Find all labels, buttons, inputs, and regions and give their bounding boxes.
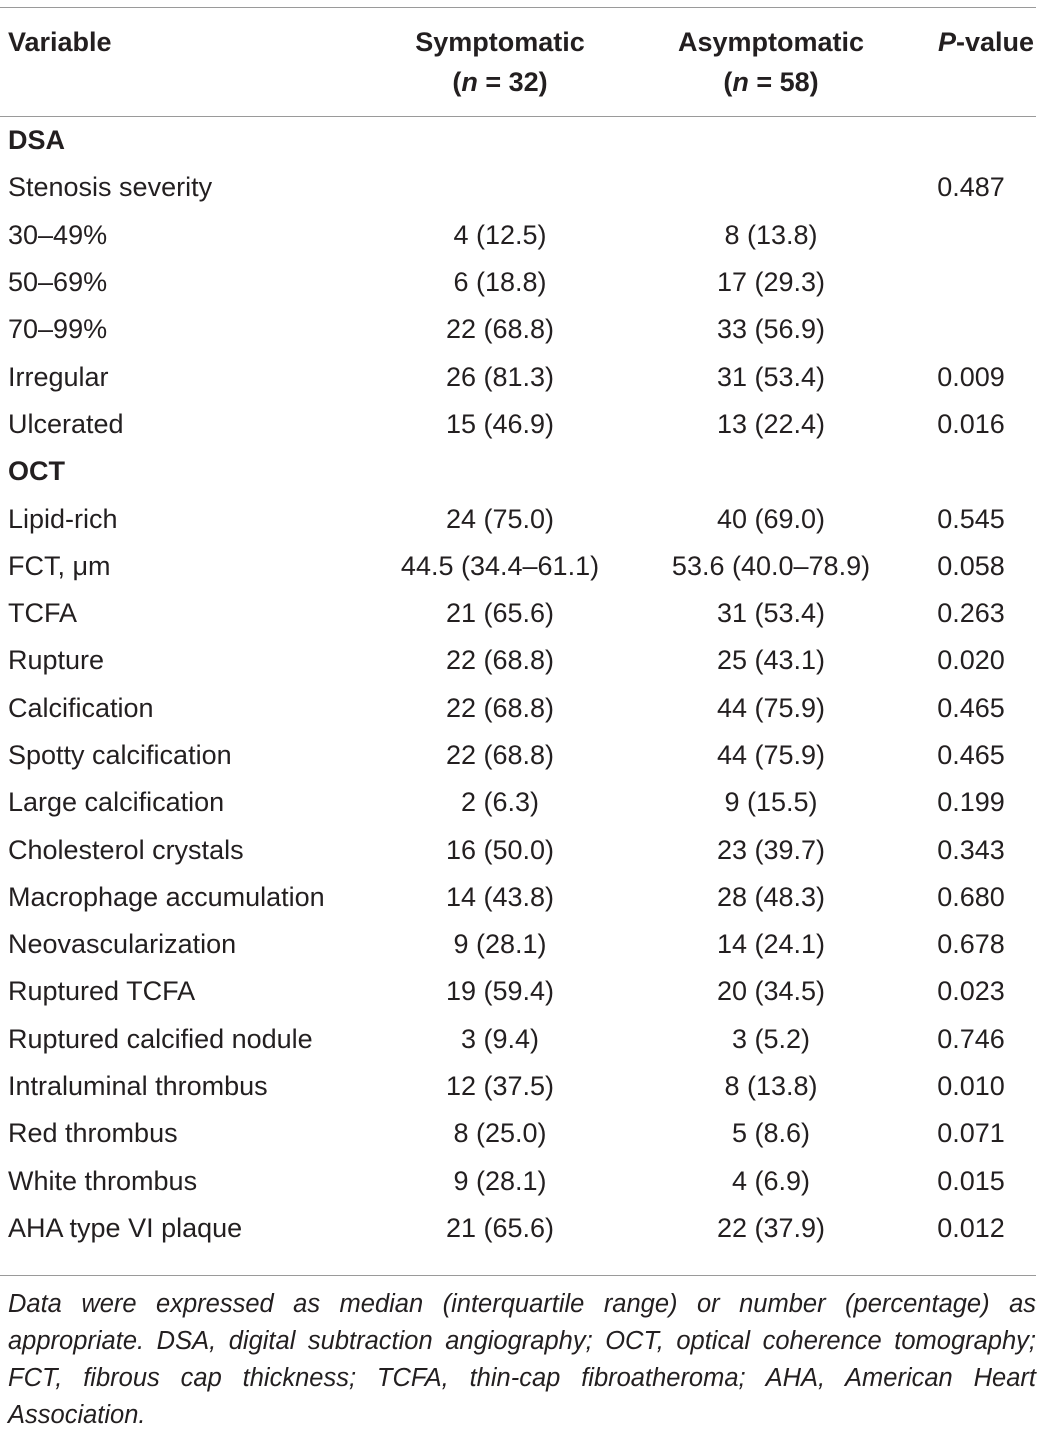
cell-variable: Calcification	[8, 692, 154, 723]
table-row	[0, 637, 1040, 684]
table-bottom-rule	[0, 1275, 1036, 1276]
cell-symptomatic: 22 (68.8)	[445, 645, 555, 676]
cell-asymptomatic: 44 (75.9)	[716, 692, 826, 723]
cell-pvalue: 0.009	[937, 361, 1005, 392]
cell-asymptomatic: 5 (8.6)	[731, 1118, 811, 1149]
table-row	[0, 685, 1040, 732]
cell-asymptomatic: 25 (43.1)	[716, 645, 826, 676]
cell-pvalue: 0.020	[937, 645, 1005, 676]
cell-pvalue: 0.263	[937, 598, 1005, 629]
cell-symptomatic: 12 (37.5)	[445, 1071, 555, 1102]
cell-asymptomatic: 40 (69.0)	[716, 503, 826, 534]
cell-asymptomatic: 3 (5.2)	[731, 1023, 811, 1054]
table-row	[0, 353, 1040, 400]
cell-asymptomatic: 28 (48.3)	[716, 881, 826, 912]
cell-symptomatic: 44.5 (34.4–61.1)	[400, 550, 600, 581]
cell-pvalue: 0.010	[937, 1071, 1005, 1102]
cell-variable: Rupture	[8, 645, 105, 676]
cell-variable: Ruptured TCFA	[8, 976, 196, 1007]
cell-symptomatic: 22 (68.8)	[445, 692, 555, 723]
cell-pvalue	[902, 306, 1040, 353]
cell-pvalue	[902, 212, 1040, 259]
cell-asymptomatic: 33 (56.9)	[716, 314, 826, 345]
cell-symptomatic: 22 (68.8)	[445, 740, 555, 770]
cell-variable: Intraluminal thrombus	[8, 1071, 268, 1102]
cell-asymptomatic: 31 (53.4)	[716, 361, 826, 392]
cell-asymptomatic	[640, 164, 902, 211]
cell-pvalue: 0.487	[937, 172, 1005, 203]
cell-pvalue: 0.016	[937, 408, 1005, 439]
table-row	[0, 1016, 1040, 1063]
cell-variable: Stenosis severity	[8, 172, 213, 203]
table-row	[0, 826, 1040, 873]
cell-variable: Lipid-rich	[8, 503, 118, 534]
cell-asymptomatic: 31 (53.4)	[716, 598, 826, 629]
cell-symptomatic: 22 (68.8)	[445, 314, 555, 345]
table-row	[0, 306, 1040, 353]
cell-symptomatic: 24 (75.0)	[445, 503, 555, 534]
cell-asymptomatic: 53.6 (40.0–78.9)	[671, 550, 871, 581]
cell-pvalue: 0.015	[937, 1165, 1005, 1196]
cell-symptomatic: 4 (12.5)	[453, 219, 547, 250]
table-row	[0, 732, 1040, 779]
cell-asymptomatic: 20 (34.5)	[716, 976, 826, 1007]
cell-asymptomatic: 44 (75.9)	[716, 740, 826, 770]
section-title: DSA	[8, 125, 66, 156]
cell-pvalue: 0.746	[937, 1023, 1005, 1054]
cell-symptomatic: 26 (81.3)	[445, 361, 555, 392]
cell-pvalue: 0.023	[937, 976, 1005, 1007]
cell-variable: Macrophage accumulation	[8, 881, 325, 912]
cell-symptomatic: 14 (43.8)	[445, 881, 555, 912]
cell-variable: White thrombus	[8, 1165, 198, 1196]
cell-symptomatic: 9 (28.1)	[453, 929, 547, 960]
table-row	[0, 543, 1040, 590]
cell-variable: Ulcerated	[8, 408, 124, 439]
cell-pvalue: 0.012	[937, 1212, 1005, 1243]
cell-pvalue: 0.343	[937, 834, 1005, 865]
cell-symptomatic: 16 (50.0)	[445, 834, 555, 865]
table-row	[0, 779, 1040, 826]
cell-variable: Spotty calcification	[8, 740, 232, 770]
header-pvalue: P-value	[937, 27, 1034, 57]
table-row	[0, 1205, 1040, 1252]
cell-variable: Red thrombus	[8, 1118, 178, 1149]
header-asymptomatic-n: n	[732, 67, 749, 97]
cell-symptomatic: 9 (28.1)	[453, 1165, 547, 1196]
cell-symptomatic: 19 (59.4)	[445, 976, 555, 1007]
cell-variable: FCT, μm	[8, 550, 111, 581]
cell-variable: AHA type VI plaque	[8, 1212, 243, 1243]
cell-pvalue: 0.465	[937, 740, 1005, 770]
cell-variable: 70–99%	[8, 314, 108, 345]
header-symptomatic-n: n	[461, 67, 478, 97]
cell-asymptomatic: 13 (22.4)	[716, 408, 826, 439]
cell-pvalue: 0.199	[937, 787, 1005, 818]
cell-pvalue: 0.680	[937, 881, 1005, 912]
cell-pvalue: 0.465	[937, 692, 1005, 723]
cell-variable: Large calcification	[8, 787, 225, 818]
header-variable: Variable	[8, 27, 112, 57]
cell-variable: Irregular	[8, 361, 109, 392]
cell-symptomatic: 6 (18.8)	[453, 267, 547, 298]
cell-asymptomatic: 8 (13.8)	[724, 219, 818, 250]
table-row	[0, 1158, 1040, 1205]
cell-asymptomatic: 4 (6.9)	[731, 1165, 811, 1196]
cell-pvalue	[902, 259, 1040, 306]
cell-symptomatic: 21 (65.6)	[445, 1212, 555, 1243]
cell-symptomatic	[360, 164, 640, 211]
header-row	[0, 0, 1040, 117]
cell-pvalue: 0.545	[937, 503, 1005, 534]
table-row	[0, 401, 1040, 448]
cell-asymptomatic: 17 (29.3)	[716, 267, 826, 298]
cell-symptomatic: 3 (9.4)	[460, 1023, 540, 1054]
section-title: OCT	[8, 456, 65, 487]
cell-symptomatic: 21 (65.6)	[445, 598, 555, 629]
cell-symptomatic: 2 (6.3)	[460, 787, 540, 818]
table-row	[0, 874, 1040, 921]
cell-asymptomatic: 14 (24.1)	[716, 929, 826, 960]
table-row	[0, 164, 1040, 211]
cell-asymptomatic: 8 (13.8)	[724, 1071, 818, 1102]
table-row	[0, 495, 1040, 542]
table-row	[0, 590, 1040, 637]
cell-pvalue: 0.058	[937, 550, 1005, 581]
cell-variable: Ruptured calcified nodule	[8, 1023, 313, 1054]
cell-asymptomatic: 9 (15.5)	[724, 787, 818, 818]
cell-symptomatic: 8 (25.0)	[453, 1118, 547, 1149]
cell-symptomatic: 15 (46.9)	[445, 408, 555, 439]
cell-asymptomatic: 22 (37.9)	[716, 1212, 826, 1243]
header-symptomatic: Symptomatic (n = 32)	[415, 27, 585, 97]
table-row	[0, 259, 1040, 306]
table-row	[0, 1110, 1040, 1157]
cell-variable: 50–69%	[8, 267, 108, 298]
cell-variable: Cholesterol crystals	[8, 834, 244, 865]
cell-variable: 30–49%	[8, 219, 108, 250]
table-row	[0, 968, 1040, 1015]
table-header	[0, 0, 1040, 117]
table-row	[0, 212, 1040, 259]
table-footnote: Data were expressed as median (interquartile range) or number (percentage) as appropriate. DSA, digital subtraction angiography; OCT, optical coherence tomography; FCT, fibrous cap thickness; TCFA, thin-cap fibroatheroma; AHA, American Heart Association.	[8, 1290, 1036, 1429]
cell-variable: TCFA	[8, 598, 78, 629]
header-asymptomatic: Asymptomatic (n = 58)	[677, 27, 865, 97]
section-row	[0, 117, 1040, 164]
cell-variable: Neovascularization	[8, 929, 237, 960]
cell-asymptomatic: 23 (39.7)	[716, 834, 826, 865]
cell-pvalue: 0.071	[937, 1118, 1005, 1149]
table-body	[0, 117, 1040, 1252]
section-row	[0, 448, 1040, 495]
cell-pvalue: 0.678	[937, 929, 1005, 960]
table-row	[0, 921, 1040, 968]
table-row	[0, 1063, 1040, 1110]
